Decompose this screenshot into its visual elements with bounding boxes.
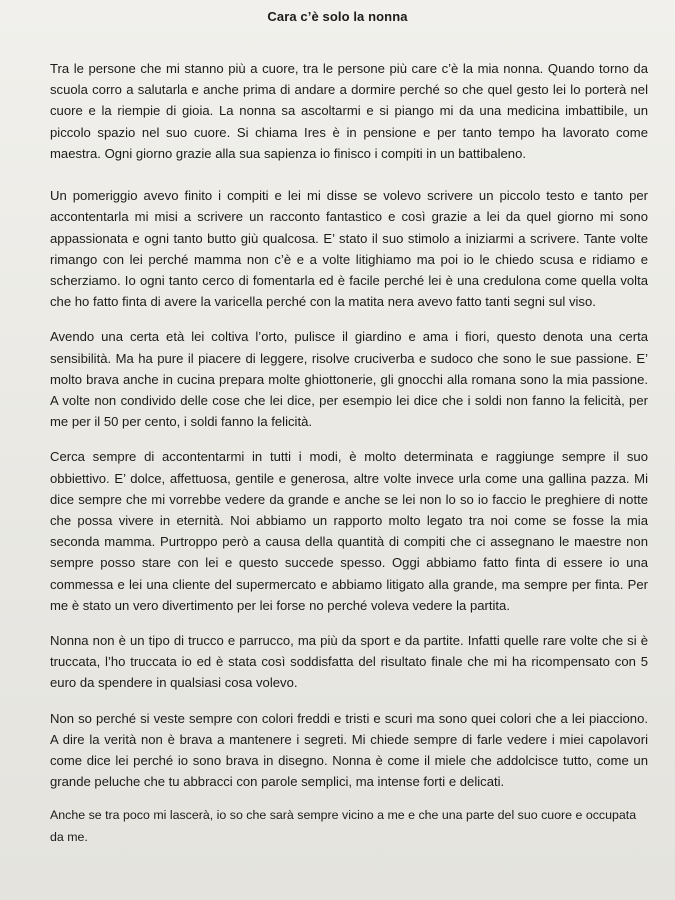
paragraph-4: Cerca sempre di accontentarmi in tutti i modi, è molto determinata e raggiunge sempre il suo obbiettivo. E’ dolce, affettuosa, gentile e generosa, altre volte invece urla come una gallina pazza. Mi dice sempre che mi vorrebbe vedere da grande e anche se lei non lo so io faccio le preghiere di notte che possa vivere in eternità. Noi abbiamo un rapporto molto legato tra noi come se fosse la mia seconda mamma. Purtroppo però a causa della quantità di compiti che ci assegnano le maestre non sempre posso stare con lei e questo succede spesso. Oggi abbiamo fatto finta di essere io una commessa e lei una cliente del supermercato e abbiamo litigato alla grande, ma sempre per finta. Per me è stato un vero divertimento per lei forse no perché voleva vedere la partita.: [50, 449, 648, 613]
document-title: Cara c’è solo la nonna: [267, 9, 408, 24]
paragraph-7: Anche se tra poco mi lascerà, io so che sarà sempre vicino a me e che una parte del suo cuore e occupata da me.: [50, 808, 637, 844]
paragraph-3: Avendo una certa età lei coltiva l’orto, pulisce il giardino e ama i fiori, questo denota una certa sensibilità. Ma ha pure il piacere di leggere, risolve cruciverba e sudoco che sono le sue passione. E’ molto brava anche in cucina prepara molte ghiottonerie, gli gnocchi alla romana sono la mia passione. A volte non condivido delle cose che lei dice, per esempio lei dice che i soldi non fanno la felicità, per me per il 50 per cento, i soldi fanno la felicità.: [50, 329, 648, 430]
paragraph-5: Nonna non è un tipo di trucco e parrucco, ma più da sport e da partite. Infatti quelle rare volte che si è truccata, l’ho truccata io ed è stata così soddisfatta del risultato finale che mi ha ricompensato con 5 euro da spendere in qualsiasi cosa volevo.: [50, 633, 648, 691]
paragraph-1: Tra le persone che mi stanno più a cuore, tra le persone più care c’è la mia nonna. Quando torno da scuola corro a salutarla e anche prima di andare a dormire perché so che quel gesto lei lo porterà nel cuore e la riempie di gioia. La nonna sa ascoltarmi e si piango mi da una medicina imbattibile, un piccolo spazio nel suo cuore. Si chiama Ires è in pensione e per tanto tempo ha lavorato come maestra. Ogni giorno grazie alla sua sapienza io finisco i compiti in un battibaleno.: [50, 61, 648, 161]
paragraph-6: Non so perché si veste sempre con colori freddi e tristi e scuri ma sono quei colori che a lei piacciono. A dire la verità non è brava a mantenere i segreti. Mi chiede sempre di farle vedere i miei capolavori come dice lei perché io sono brava in disegno. Nonna è come il miele che addolcisce tutto, come un grande peluche che tu abbracci con parole semplici, ma intense forti e delicati.: [50, 710, 648, 790]
paragraph-2: Un pomeriggio avevo finito i compiti e lei mi disse se volevo scrivere un piccolo testo e tanto per accontentarla mi misi a scrivere un racconto fantastico e così grazie a lei da quel giorno mi sono appassionata e ogni tanto butto giù qualcosa. E’ stato il suo stimolo a iniziarmi a scrivere. Tante volte rimango con lei perché mamma non c’è e a volte litighiamo ma poi io le chiedo scusa e ridiamo e scherziamo. Io ogni tanto cerco di fomentarla ed è facile perché lei è una credulona come quella volta che ho fatto finta di avere la varicella perché con la matita nera avevo fatto tanti segni sul viso.: [50, 188, 648, 310]
document-body: [50, 58, 648, 869]
